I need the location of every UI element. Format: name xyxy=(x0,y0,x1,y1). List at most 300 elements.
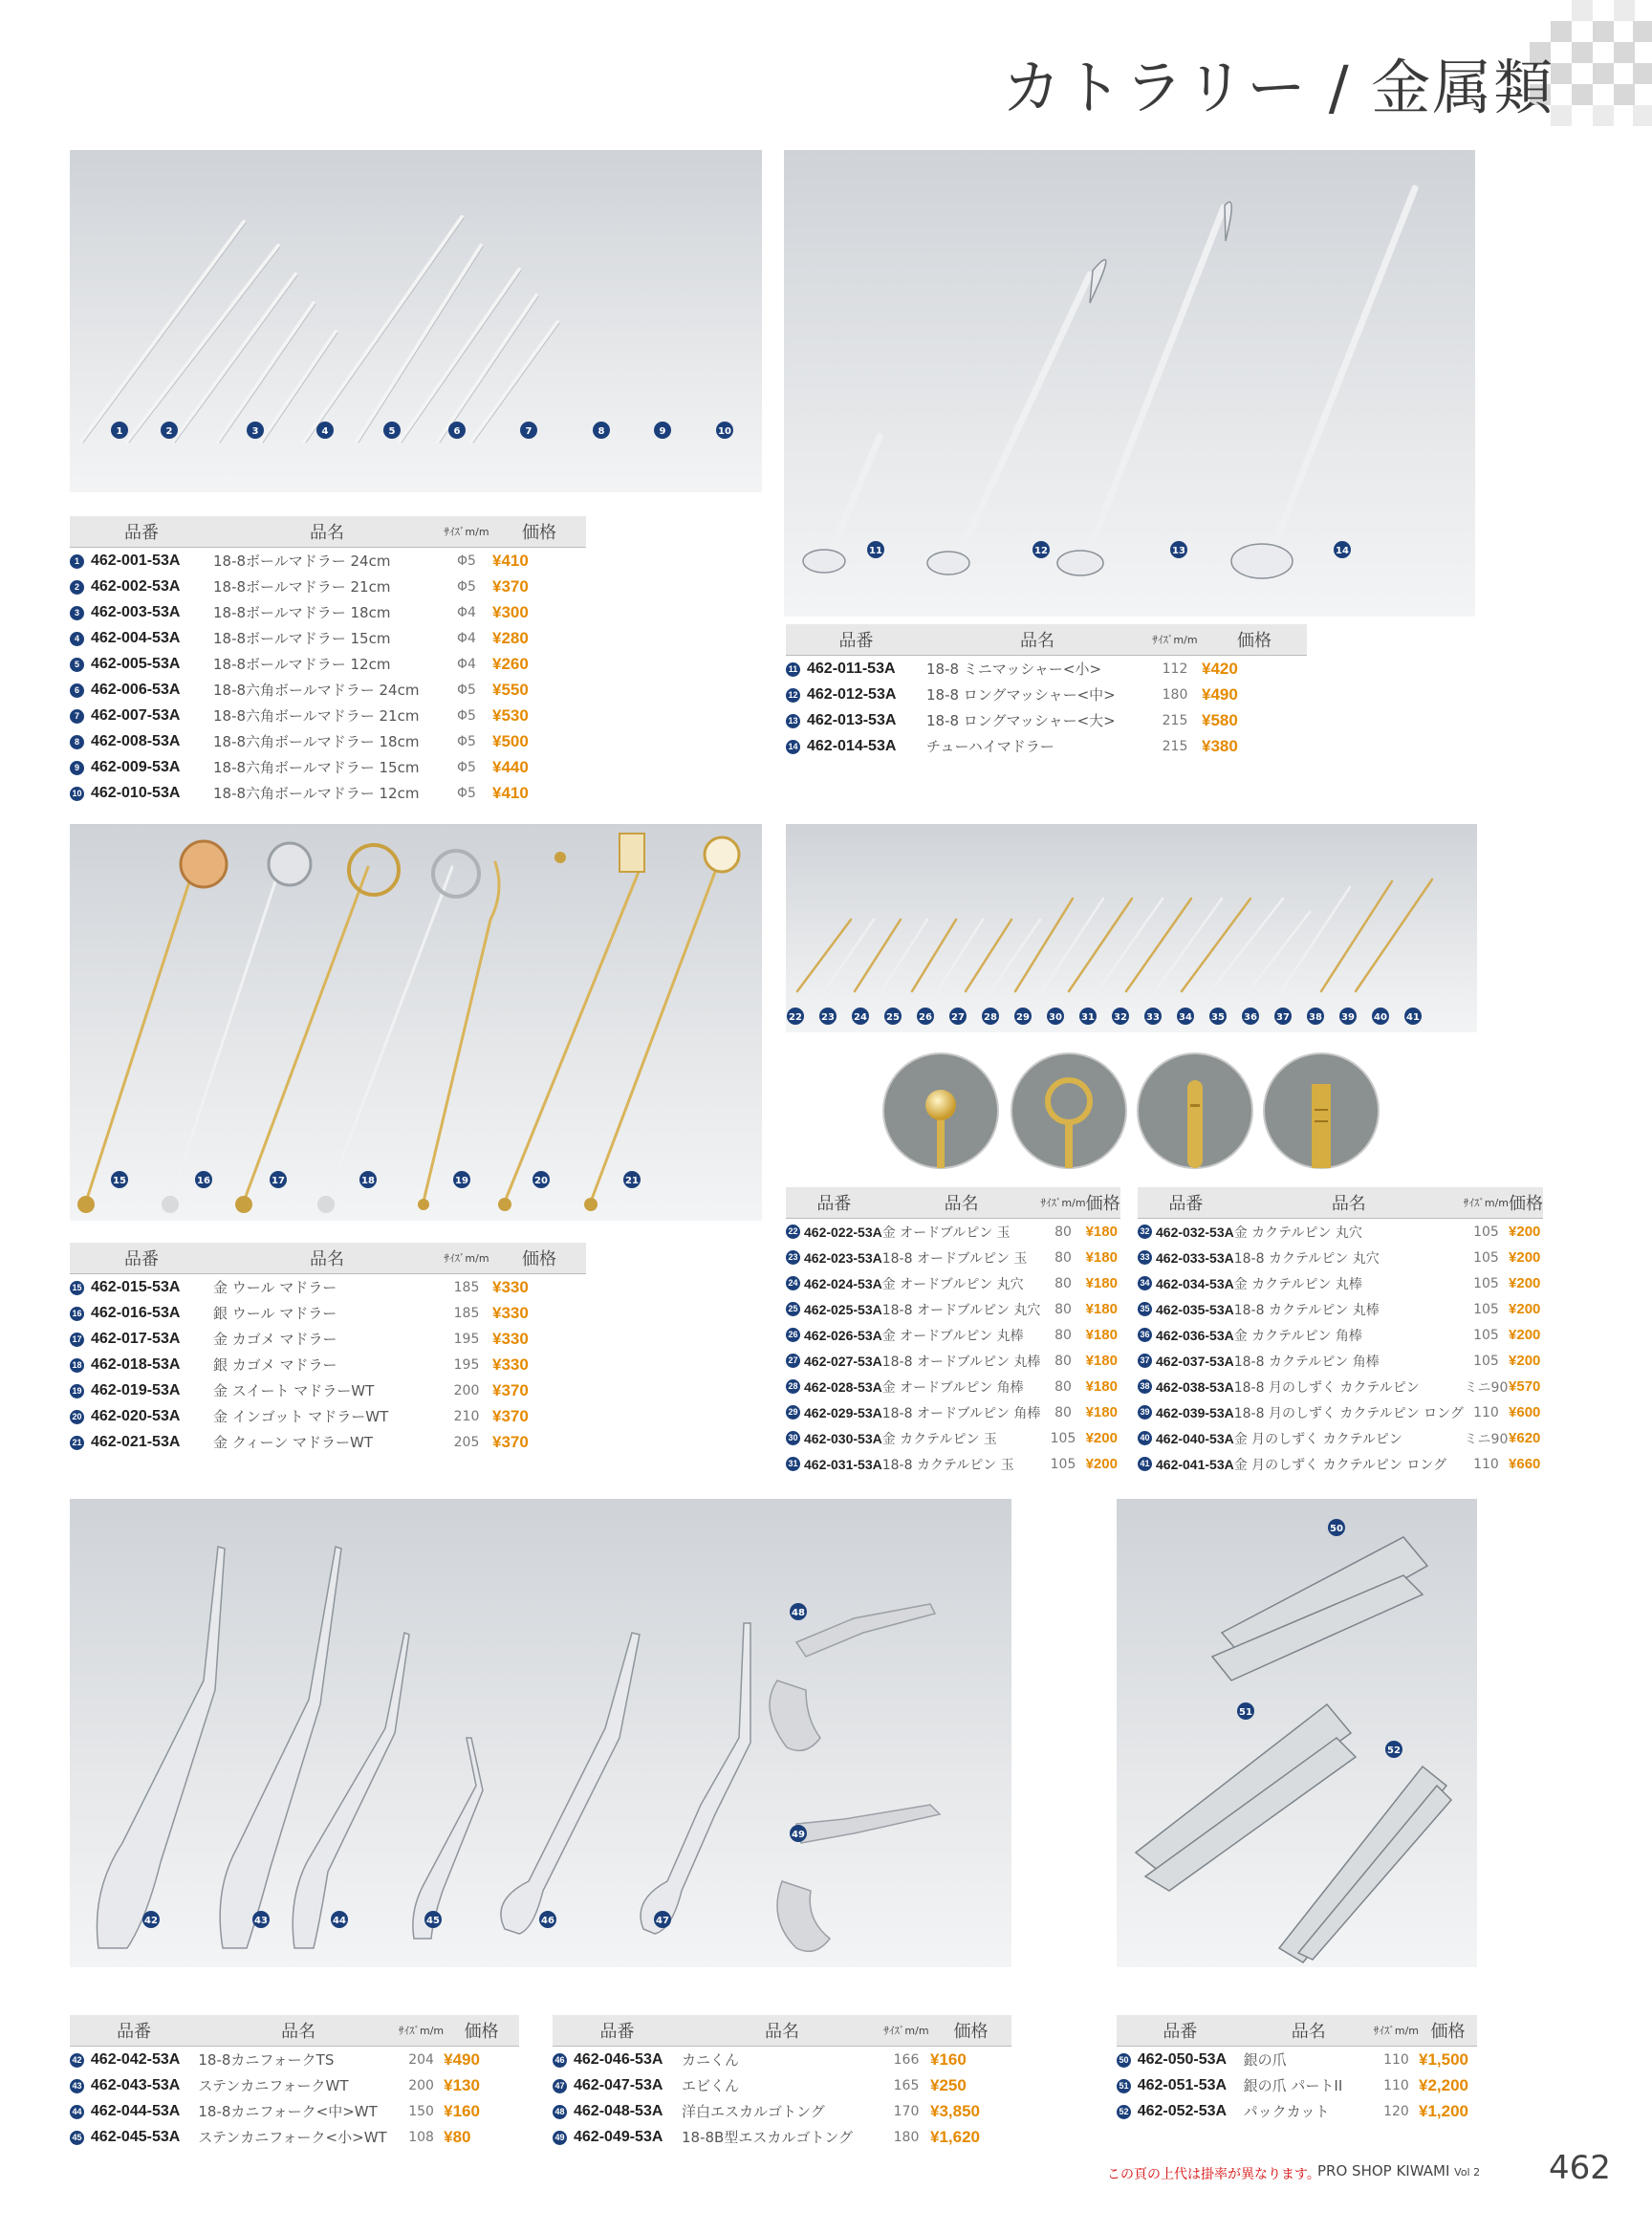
item-number-cell xyxy=(786,656,807,683)
item-number-cell xyxy=(70,1326,91,1352)
product-row xyxy=(1117,2047,1477,2073)
item-number-badge: 12 xyxy=(786,688,800,703)
col-header-price: 価格 xyxy=(930,2015,1011,2047)
svg-text:21: 21 xyxy=(625,1176,639,1186)
product-code: 462-038-53A xyxy=(1156,1378,1234,1395)
product-row xyxy=(70,728,586,754)
item-number-cell xyxy=(70,651,91,677)
product-name: 18-8B型エスカルゴトング xyxy=(682,2129,854,2146)
product-size: 110 xyxy=(1383,2077,1409,2093)
item-number-cell xyxy=(786,1374,804,1399)
product-row xyxy=(1138,1219,1543,1246)
product-code: 462-037-53A xyxy=(1156,1353,1234,1369)
col-header-code: 品番 xyxy=(553,2015,682,2047)
product-name: 18-8 月のしずく カクテルピン ロング xyxy=(1233,1405,1464,1421)
product-row xyxy=(553,2047,1011,2073)
product-name: 金 月のしずく カクテルピン ロング xyxy=(1233,1457,1447,1473)
product-code: 462-044-53A xyxy=(90,2102,181,2119)
product-price: ¥380 xyxy=(1202,736,1238,755)
item-number-cell xyxy=(70,780,91,806)
product-row xyxy=(70,1300,586,1326)
product-code: 462-031-53A xyxy=(804,1456,882,1472)
product-size: 112 xyxy=(1162,661,1188,677)
product-price: ¥180 xyxy=(1085,1378,1118,1395)
product-name: 18-8カニフォークTS xyxy=(198,2051,335,2069)
product-code: 462-024-53A xyxy=(804,1275,882,1291)
item-number-cell xyxy=(70,677,91,703)
product-size: Φ5 xyxy=(457,759,476,775)
col-header-size: ｻｲｽﾞm/m xyxy=(882,2015,930,2047)
col-header-size: ｻｲｽﾞm/m xyxy=(441,1243,492,1274)
product-size: 108 xyxy=(408,2129,434,2145)
product-size: 215 xyxy=(1162,738,1188,754)
item-number-cell xyxy=(1138,1399,1156,1425)
product-code: 462-027-53A xyxy=(804,1353,882,1369)
product-size: 80 xyxy=(1054,1378,1072,1395)
product-size: Φ5 xyxy=(457,733,476,749)
col-header-name: 品名 xyxy=(1234,1187,1464,1219)
svg-text:38: 38 xyxy=(1309,1012,1322,1023)
product-row xyxy=(786,1322,1120,1348)
product-size: 185 xyxy=(453,1305,480,1321)
product-name: 18-8ボールマドラー 24cm xyxy=(213,553,391,570)
spec-table-ball-muddlers xyxy=(70,516,586,806)
product-size: 170 xyxy=(893,2103,920,2119)
product-code: 462-046-53A xyxy=(574,2050,663,2068)
product-size: 105 xyxy=(1473,1327,1499,1343)
product-size: Φ4 xyxy=(457,630,476,646)
svg-text:52: 52 xyxy=(1387,1745,1401,1756)
item-number-badge: 51 xyxy=(1117,2079,1131,2093)
product-price: ¥1,620 xyxy=(930,2127,980,2146)
product-price: ¥180 xyxy=(1085,1404,1118,1420)
product-price: ¥620 xyxy=(1509,1430,1541,1446)
product-size: Φ4 xyxy=(457,604,476,620)
item-number-badge: 22 xyxy=(786,1225,800,1239)
product-size: 80 xyxy=(1054,1249,1072,1266)
product-row xyxy=(1138,1245,1543,1270)
item-number-badge: 7 xyxy=(70,709,84,724)
product-size: Φ5 xyxy=(457,553,476,569)
product-name: 18-8 カクテルピン 角棒 xyxy=(1233,1354,1380,1370)
col-header-name: 品名 xyxy=(682,2015,882,2047)
product-row xyxy=(70,599,586,625)
item-number-badge: 32 xyxy=(1138,1225,1152,1239)
product-price: ¥500 xyxy=(492,731,529,750)
product-name: 金 カクテルピン 丸棒 xyxy=(1233,1276,1362,1292)
product-name: 18-8 月のしずく カクテルピン xyxy=(1233,1379,1420,1396)
item-number-badge: 19 xyxy=(70,1384,84,1398)
col-header-price: 価格 xyxy=(492,1243,586,1274)
product-row xyxy=(70,1403,586,1429)
item-number-cell xyxy=(70,754,91,780)
product-price: ¥180 xyxy=(1085,1275,1118,1291)
product-row xyxy=(786,656,1307,683)
item-number-badge: 11 xyxy=(786,662,800,677)
item-number-badge: 6 xyxy=(70,683,84,698)
product-price: ¥330 xyxy=(492,1277,529,1296)
svg-text:51: 51 xyxy=(1239,1707,1252,1718)
product-row xyxy=(1117,2072,1477,2098)
item-number-badge: 43 xyxy=(70,2079,84,2093)
spec-table-escargot-tongs xyxy=(553,2015,1011,2150)
mashers-illustration xyxy=(784,150,1475,617)
item-number-badge: 35 xyxy=(1138,1302,1152,1316)
item-number-badge: 28 xyxy=(786,1379,800,1394)
product-price: ¥330 xyxy=(492,1329,529,1348)
product-size: 105 xyxy=(1473,1224,1499,1240)
product-name: 洋白エスカルゴトング xyxy=(682,2103,825,2120)
item-number-cell xyxy=(553,2047,574,2073)
product-code: 462-020-53A xyxy=(91,1407,181,1424)
product-name: 18-8 カクテルピン 丸穴 xyxy=(1233,1250,1380,1267)
product-name: 金 オードブルピン 丸穴 xyxy=(881,1276,1024,1292)
svg-text:26: 26 xyxy=(919,1012,932,1023)
item-number-cell xyxy=(786,1219,804,1246)
product-price: ¥280 xyxy=(492,628,529,647)
item-number-badge: 36 xyxy=(1138,1328,1152,1342)
product-code: 462-018-53A xyxy=(91,1355,181,1373)
product-name: 18-8 ロングマッシャー<中> xyxy=(926,686,1116,704)
decorative-muddlers-illustration xyxy=(70,824,762,1221)
svg-text:6: 6 xyxy=(453,426,461,437)
svg-text:50: 50 xyxy=(1330,1524,1343,1534)
product-size: 185 xyxy=(453,1279,480,1295)
product-price: ¥490 xyxy=(444,2049,480,2069)
product-row xyxy=(786,1425,1120,1451)
svg-text:8: 8 xyxy=(598,426,605,437)
item-number-cell xyxy=(70,703,91,728)
svg-text:27: 27 xyxy=(951,1012,965,1023)
item-number-cell xyxy=(1138,1348,1156,1374)
product-code: 462-028-53A xyxy=(804,1378,882,1395)
item-number-cell xyxy=(70,574,91,599)
item-number-cell xyxy=(1117,2098,1138,2124)
svg-text:7: 7 xyxy=(525,426,533,437)
product-price: ¥420 xyxy=(1202,659,1238,678)
product-code: 462-040-53A xyxy=(1156,1430,1234,1446)
svg-text:24: 24 xyxy=(854,1012,867,1023)
product-price: ¥250 xyxy=(930,2075,967,2094)
item-number-badge: 21 xyxy=(70,1436,84,1450)
spec-table-mashers xyxy=(786,624,1307,759)
product-size: 110 xyxy=(1383,2051,1409,2068)
product-name: 金 インゴット マドラーWT xyxy=(213,1408,389,1425)
product-code: 462-011-53A xyxy=(807,660,896,677)
product-price: ¥80 xyxy=(444,2127,471,2146)
product-price: ¥160 xyxy=(930,2049,967,2069)
product-code: 462-008-53A xyxy=(91,732,181,749)
svg-text:25: 25 xyxy=(886,1012,900,1023)
product-name: 金 クィーン マドラーWT xyxy=(213,1434,374,1451)
item-number-cell xyxy=(1138,1322,1156,1348)
product-size: 105 xyxy=(1473,1275,1499,1291)
spec-table-picks-right xyxy=(1138,1187,1543,1477)
product-name: 18-8 ミニマッシャー<小> xyxy=(926,661,1102,678)
svg-text:37: 37 xyxy=(1276,1012,1290,1023)
product-row xyxy=(1138,1451,1543,1477)
product-code: 462-004-53A xyxy=(91,629,181,646)
item-number-cell xyxy=(1138,1219,1156,1246)
item-number-cell xyxy=(786,1425,804,1451)
product-row xyxy=(70,2124,519,2150)
item-number-badge: 45 xyxy=(70,2131,84,2145)
col-header-price: 価格 xyxy=(492,516,586,548)
item-number-cell xyxy=(786,1270,804,1296)
spec-table-picks-left xyxy=(786,1187,1120,1477)
item-number-badge: 14 xyxy=(786,740,800,754)
product-name: 18-8 オードブルピン 丸穴 xyxy=(881,1302,1041,1318)
product-code: 462-047-53A xyxy=(574,2076,663,2093)
svg-text:48: 48 xyxy=(792,1608,805,1618)
product-name: 18-8 カクテルピン 玉 xyxy=(881,1457,1014,1473)
spec-table-crab-claw-tools xyxy=(1117,2015,1477,2124)
col-header-size: ｻｲｽﾞm/m xyxy=(399,2015,444,2047)
col-header-name: 品名 xyxy=(1244,2015,1374,2047)
item-number-cell xyxy=(70,1403,91,1429)
product-price: ¥550 xyxy=(492,680,529,699)
photo-crab-claw-tools xyxy=(1117,1499,1477,1967)
svg-text:39: 39 xyxy=(1341,1012,1355,1023)
product-name: エビくん xyxy=(682,2077,740,2094)
product-code: 462-036-53A xyxy=(1156,1327,1234,1343)
product-name: 18-8六角ボールマドラー 12cm xyxy=(213,785,420,802)
svg-text:11: 11 xyxy=(869,546,882,556)
col-header-name: 品名 xyxy=(213,1243,441,1274)
product-price: ¥180 xyxy=(1085,1327,1118,1343)
product-name: チューハイマドラー xyxy=(926,738,1054,755)
product-row xyxy=(70,1274,586,1301)
product-size: 215 xyxy=(1162,712,1188,728)
item-number-badge: 13 xyxy=(786,714,800,728)
product-code: 462-050-53A xyxy=(1137,2050,1228,2068)
product-name: パックカット xyxy=(1243,2103,1330,2120)
product-name: 18-8六角ボールマドラー 15cm xyxy=(213,759,420,776)
product-price: ¥2,200 xyxy=(1419,2075,1469,2094)
col-header-code: 品番 xyxy=(786,624,926,656)
product-size: 204 xyxy=(408,2051,434,2068)
item-number-cell xyxy=(786,1451,804,1477)
col-header-size: ｻｲｽﾞm/m xyxy=(1148,624,1202,656)
photo-crab-forks-escargot-tongs xyxy=(70,1499,1011,1967)
product-name: 18-8 オードブルピン 角棒 xyxy=(881,1405,1041,1421)
product-name: 金 カゴメ マドラー xyxy=(213,1331,337,1348)
product-name: 18-8 オードブルピン 玉 xyxy=(881,1250,1028,1267)
page-title: カトラリー / 金属類 xyxy=(1002,53,1555,122)
product-size: 205 xyxy=(453,1434,480,1450)
picks-illustration xyxy=(786,824,1477,1032)
product-price: ¥180 xyxy=(1085,1249,1118,1266)
item-number-badge: 38 xyxy=(1138,1379,1152,1394)
product-code: 462-005-53A xyxy=(91,655,181,672)
col-header-price: 価格 xyxy=(1419,2015,1477,2047)
product-code: 462-048-53A xyxy=(574,2102,663,2119)
product-price: ¥330 xyxy=(492,1355,529,1374)
col-header-code: 品番 xyxy=(786,1187,882,1219)
product-size: 80 xyxy=(1054,1327,1072,1343)
product-name: 18-8 ロングマッシャー<大> xyxy=(926,712,1116,729)
svg-text:19: 19 xyxy=(455,1176,468,1186)
product-row xyxy=(786,733,1307,759)
item-number-cell xyxy=(70,1377,91,1403)
product-row xyxy=(786,682,1307,707)
item-number-cell xyxy=(1138,1451,1156,1477)
item-number-cell xyxy=(786,733,807,759)
product-price: ¥410 xyxy=(492,551,529,570)
product-code: 462-032-53A xyxy=(1156,1224,1234,1240)
item-number-badge: 44 xyxy=(70,2105,84,2119)
product-row xyxy=(786,1348,1120,1374)
muddlers-illustration xyxy=(70,150,762,492)
product-name: 金 カクテルピン 丸穴 xyxy=(1233,1225,1362,1241)
item-number-cell xyxy=(70,1300,91,1326)
product-size: 80 xyxy=(1054,1404,1072,1420)
product-name: ステンカニフォークWT xyxy=(198,2077,349,2094)
product-price: ¥200 xyxy=(1509,1301,1541,1317)
col-header-code: 品番 xyxy=(1138,1187,1234,1219)
item-number-badge: 31 xyxy=(786,1457,800,1471)
item-number-cell xyxy=(70,548,91,575)
col-header-name: 品名 xyxy=(882,1187,1041,1219)
item-number-cell xyxy=(786,707,807,733)
product-name: 18-8 カクテルピン 丸棒 xyxy=(1233,1302,1380,1318)
product-row xyxy=(1138,1348,1543,1374)
item-number-cell xyxy=(1138,1270,1156,1296)
svg-text:14: 14 xyxy=(1336,546,1349,556)
product-size: 180 xyxy=(1162,686,1188,703)
product-code: 462-049-53A xyxy=(574,2128,663,2145)
svg-text:47: 47 xyxy=(656,1916,669,1926)
product-size: 110 xyxy=(1473,1456,1499,1472)
product-code: 462-039-53A xyxy=(1156,1404,1234,1420)
product-size: 195 xyxy=(453,1356,480,1373)
col-header-code: 品番 xyxy=(70,1243,213,1274)
brand-volume: Vol 2 xyxy=(1454,2166,1481,2179)
svg-text:17: 17 xyxy=(272,1176,285,1186)
svg-text:40: 40 xyxy=(1374,1012,1387,1023)
item-number-badge: 34 xyxy=(1138,1276,1152,1290)
product-name: 銀 カゴメ マドラー xyxy=(213,1356,337,1374)
product-row xyxy=(1138,1374,1543,1399)
item-number-cell xyxy=(70,625,91,651)
claw-tools-illustration xyxy=(1117,1499,1477,1967)
col-header-price: 価格 xyxy=(1509,1187,1543,1219)
product-name: 金 スイート マドラーWT xyxy=(213,1382,375,1399)
item-number-badge: 9 xyxy=(70,761,84,775)
product-name: ステンカニフォーク<小>WT xyxy=(198,2129,387,2146)
spec-table-decorative-muddlers xyxy=(70,1243,586,1455)
product-price: ¥370 xyxy=(492,1406,529,1425)
col-header-size: ｻｲｽﾞm/m xyxy=(1464,1187,1509,1219)
product-code: 462-010-53A xyxy=(91,784,181,801)
item-number-badge: 40 xyxy=(1138,1431,1152,1445)
product-name: 18-8ボールマドラー 12cm xyxy=(213,656,391,673)
product-name: 金 オードブルピン 丸棒 xyxy=(881,1328,1024,1344)
product-name: 金 ウール マドラー xyxy=(213,1279,337,1296)
product-code: 462-017-53A xyxy=(91,1330,181,1347)
svg-text:10: 10 xyxy=(718,426,731,437)
product-name: カニくん xyxy=(682,2051,740,2069)
product-row xyxy=(70,548,586,575)
item-number-cell xyxy=(553,2072,574,2098)
item-number-badge: 3 xyxy=(70,606,84,620)
product-code: 462-029-53A xyxy=(804,1404,882,1420)
product-code: 462-042-53A xyxy=(90,2050,181,2068)
item-number-cell xyxy=(1117,2072,1138,2098)
item-number-cell xyxy=(1138,1425,1156,1451)
item-number-badge: 23 xyxy=(786,1250,800,1265)
product-size: 120 xyxy=(1383,2103,1409,2119)
item-number-cell xyxy=(1138,1374,1156,1399)
product-row xyxy=(70,1429,586,1455)
product-name: 金 カクテルピン 角棒 xyxy=(1233,1328,1362,1344)
product-size: Φ5 xyxy=(457,785,476,801)
svg-text:45: 45 xyxy=(426,1916,440,1926)
product-row xyxy=(786,1374,1120,1399)
product-size: 110 xyxy=(1473,1404,1499,1420)
product-size: 105 xyxy=(1473,1353,1499,1369)
item-number-badge: 20 xyxy=(70,1410,84,1424)
col-header-price: 価格 xyxy=(1202,624,1307,656)
product-row xyxy=(70,574,586,599)
product-price: ¥200 xyxy=(1509,1224,1541,1240)
svg-text:16: 16 xyxy=(197,1176,210,1186)
product-name: 銀の爪 パートII xyxy=(1243,2077,1343,2094)
product-size: ミニ90 xyxy=(1464,1431,1509,1447)
product-code: 462-019-53A xyxy=(91,1381,181,1398)
product-row xyxy=(786,1219,1120,1246)
svg-text:22: 22 xyxy=(789,1012,802,1023)
product-size: 105 xyxy=(1473,1301,1499,1317)
product-code: 462-026-53A xyxy=(804,1327,882,1343)
product-size: 105 xyxy=(1473,1249,1499,1266)
item-number-badge: 10 xyxy=(70,787,84,801)
product-size: 80 xyxy=(1054,1353,1072,1369)
item-number-badge: 30 xyxy=(786,1431,800,1445)
item-number-cell xyxy=(786,1245,804,1270)
item-number-badge: 26 xyxy=(786,1328,800,1342)
product-price: ¥180 xyxy=(1085,1224,1118,1240)
svg-text:18: 18 xyxy=(361,1176,375,1186)
item-number-badge: 48 xyxy=(553,2105,567,2119)
product-size: 150 xyxy=(408,2103,434,2119)
product-code: 462-022-53A xyxy=(804,1224,882,1240)
product-code: 462-013-53A xyxy=(807,711,897,728)
item-number-badge: 2 xyxy=(70,580,84,595)
product-code: 462-001-53A xyxy=(91,552,181,569)
svg-text:29: 29 xyxy=(1016,1012,1030,1023)
product-size: 165 xyxy=(893,2077,920,2093)
product-code: 462-052-53A xyxy=(1137,2102,1228,2119)
product-price: ¥580 xyxy=(1202,710,1238,729)
product-size: Φ4 xyxy=(457,656,476,672)
product-price: ¥180 xyxy=(1085,1301,1118,1317)
svg-text:20: 20 xyxy=(534,1176,548,1186)
svg-text:4: 4 xyxy=(321,426,329,437)
svg-text:36: 36 xyxy=(1244,1012,1257,1023)
product-row xyxy=(1138,1322,1543,1348)
item-number-badge: 50 xyxy=(1117,2053,1131,2068)
product-price: ¥660 xyxy=(1509,1456,1541,1472)
product-row xyxy=(70,1377,586,1403)
product-size: 166 xyxy=(893,2051,920,2068)
item-number-cell xyxy=(1138,1245,1156,1270)
svg-text:3: 3 xyxy=(251,426,259,437)
product-code: 462-041-53A xyxy=(1156,1456,1234,1472)
product-price: ¥260 xyxy=(492,654,529,673)
svg-text:46: 46 xyxy=(541,1916,554,1926)
product-price: ¥1,200 xyxy=(1419,2101,1469,2120)
